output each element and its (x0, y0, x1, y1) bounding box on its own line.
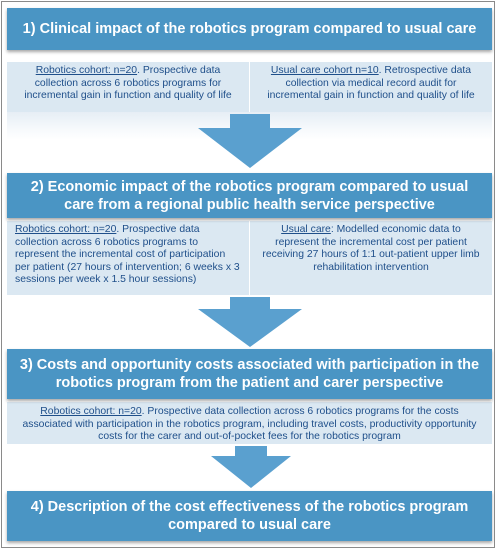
step-1-usual-care-text: . Retrospective data collection via medical record audit for incremental gain in function and quality of life (267, 65, 475, 102)
step-2-panel (7, 221, 492, 295)
step-2-usual-care-label: Usual care (281, 224, 331, 235)
step-1-heading-text: 1) Clinical impact of the robotics program compared to usual care (22, 21, 477, 37)
step-2-usual-care-text: : Modelled economic data to represent the incremental cost per patient receiving 27 hours of 1:1 out-patient upper limb rehabilitation intervention (262, 224, 480, 273)
step-3-robotics-cohort (7, 402, 492, 444)
step-2-usual-care (250, 221, 492, 295)
step-1-panel (7, 62, 492, 112)
step-3-heading-text: 3) Costs and opportunity costs associated with participation in the robotics program from the patient and carer perspective (19, 357, 480, 391)
step-2-robotics-cohort (7, 221, 249, 295)
step-1-robotics-text: . Prospective data collection across 6 robotics programs for incremental gain in function and quality of life (24, 65, 232, 102)
step-2-heading-text: 2) Economic impact of the robotics program compared to usual care from a regional public health service perspective (30, 178, 469, 213)
step-3-heading (7, 349, 492, 399)
step-1-usual-care-label: Usual care cohort n=10 (270, 65, 379, 76)
step-1-robotics-cohort (7, 62, 249, 112)
step-2-robotics-label: Robotics cohort: n=20 (15, 224, 117, 235)
step-1-heading (7, 8, 492, 50)
arrow-down-2-icon (198, 297, 302, 347)
step-2-robotics-text: . Prospective data collection across 6 robotics programs to represent the incremental cost of participation per patient (27 hours of intervention; 6 weeks x 3 sessions per week x 1.5 hour sessions) (15, 224, 240, 286)
step-4-heading (7, 491, 492, 541)
step-3-robotics-text: . Prospective data collection across 6 robotics programs for the costs associated with participation in the robotics program, including travel costs, productivity opportunity costs for the carer and out-of-pocket fees for the robotics program (22, 406, 477, 443)
step-1-usual-care-cohort (250, 62, 492, 112)
step-1-robotics-label: Robotics cohort: n=20 (35, 65, 138, 76)
step-2-heading (7, 173, 492, 218)
step-4-heading-text: 4) Description of the cost effectiveness of the robotics program compared to usual care (30, 499, 469, 533)
arrow-down-1-icon (198, 114, 302, 168)
arrow-down-3-icon (211, 446, 291, 488)
flow-diagram (1, 1, 495, 548)
step-3-panel (7, 402, 492, 444)
step-3-robotics-label: Robotics cohort: n=20 (40, 406, 142, 417)
